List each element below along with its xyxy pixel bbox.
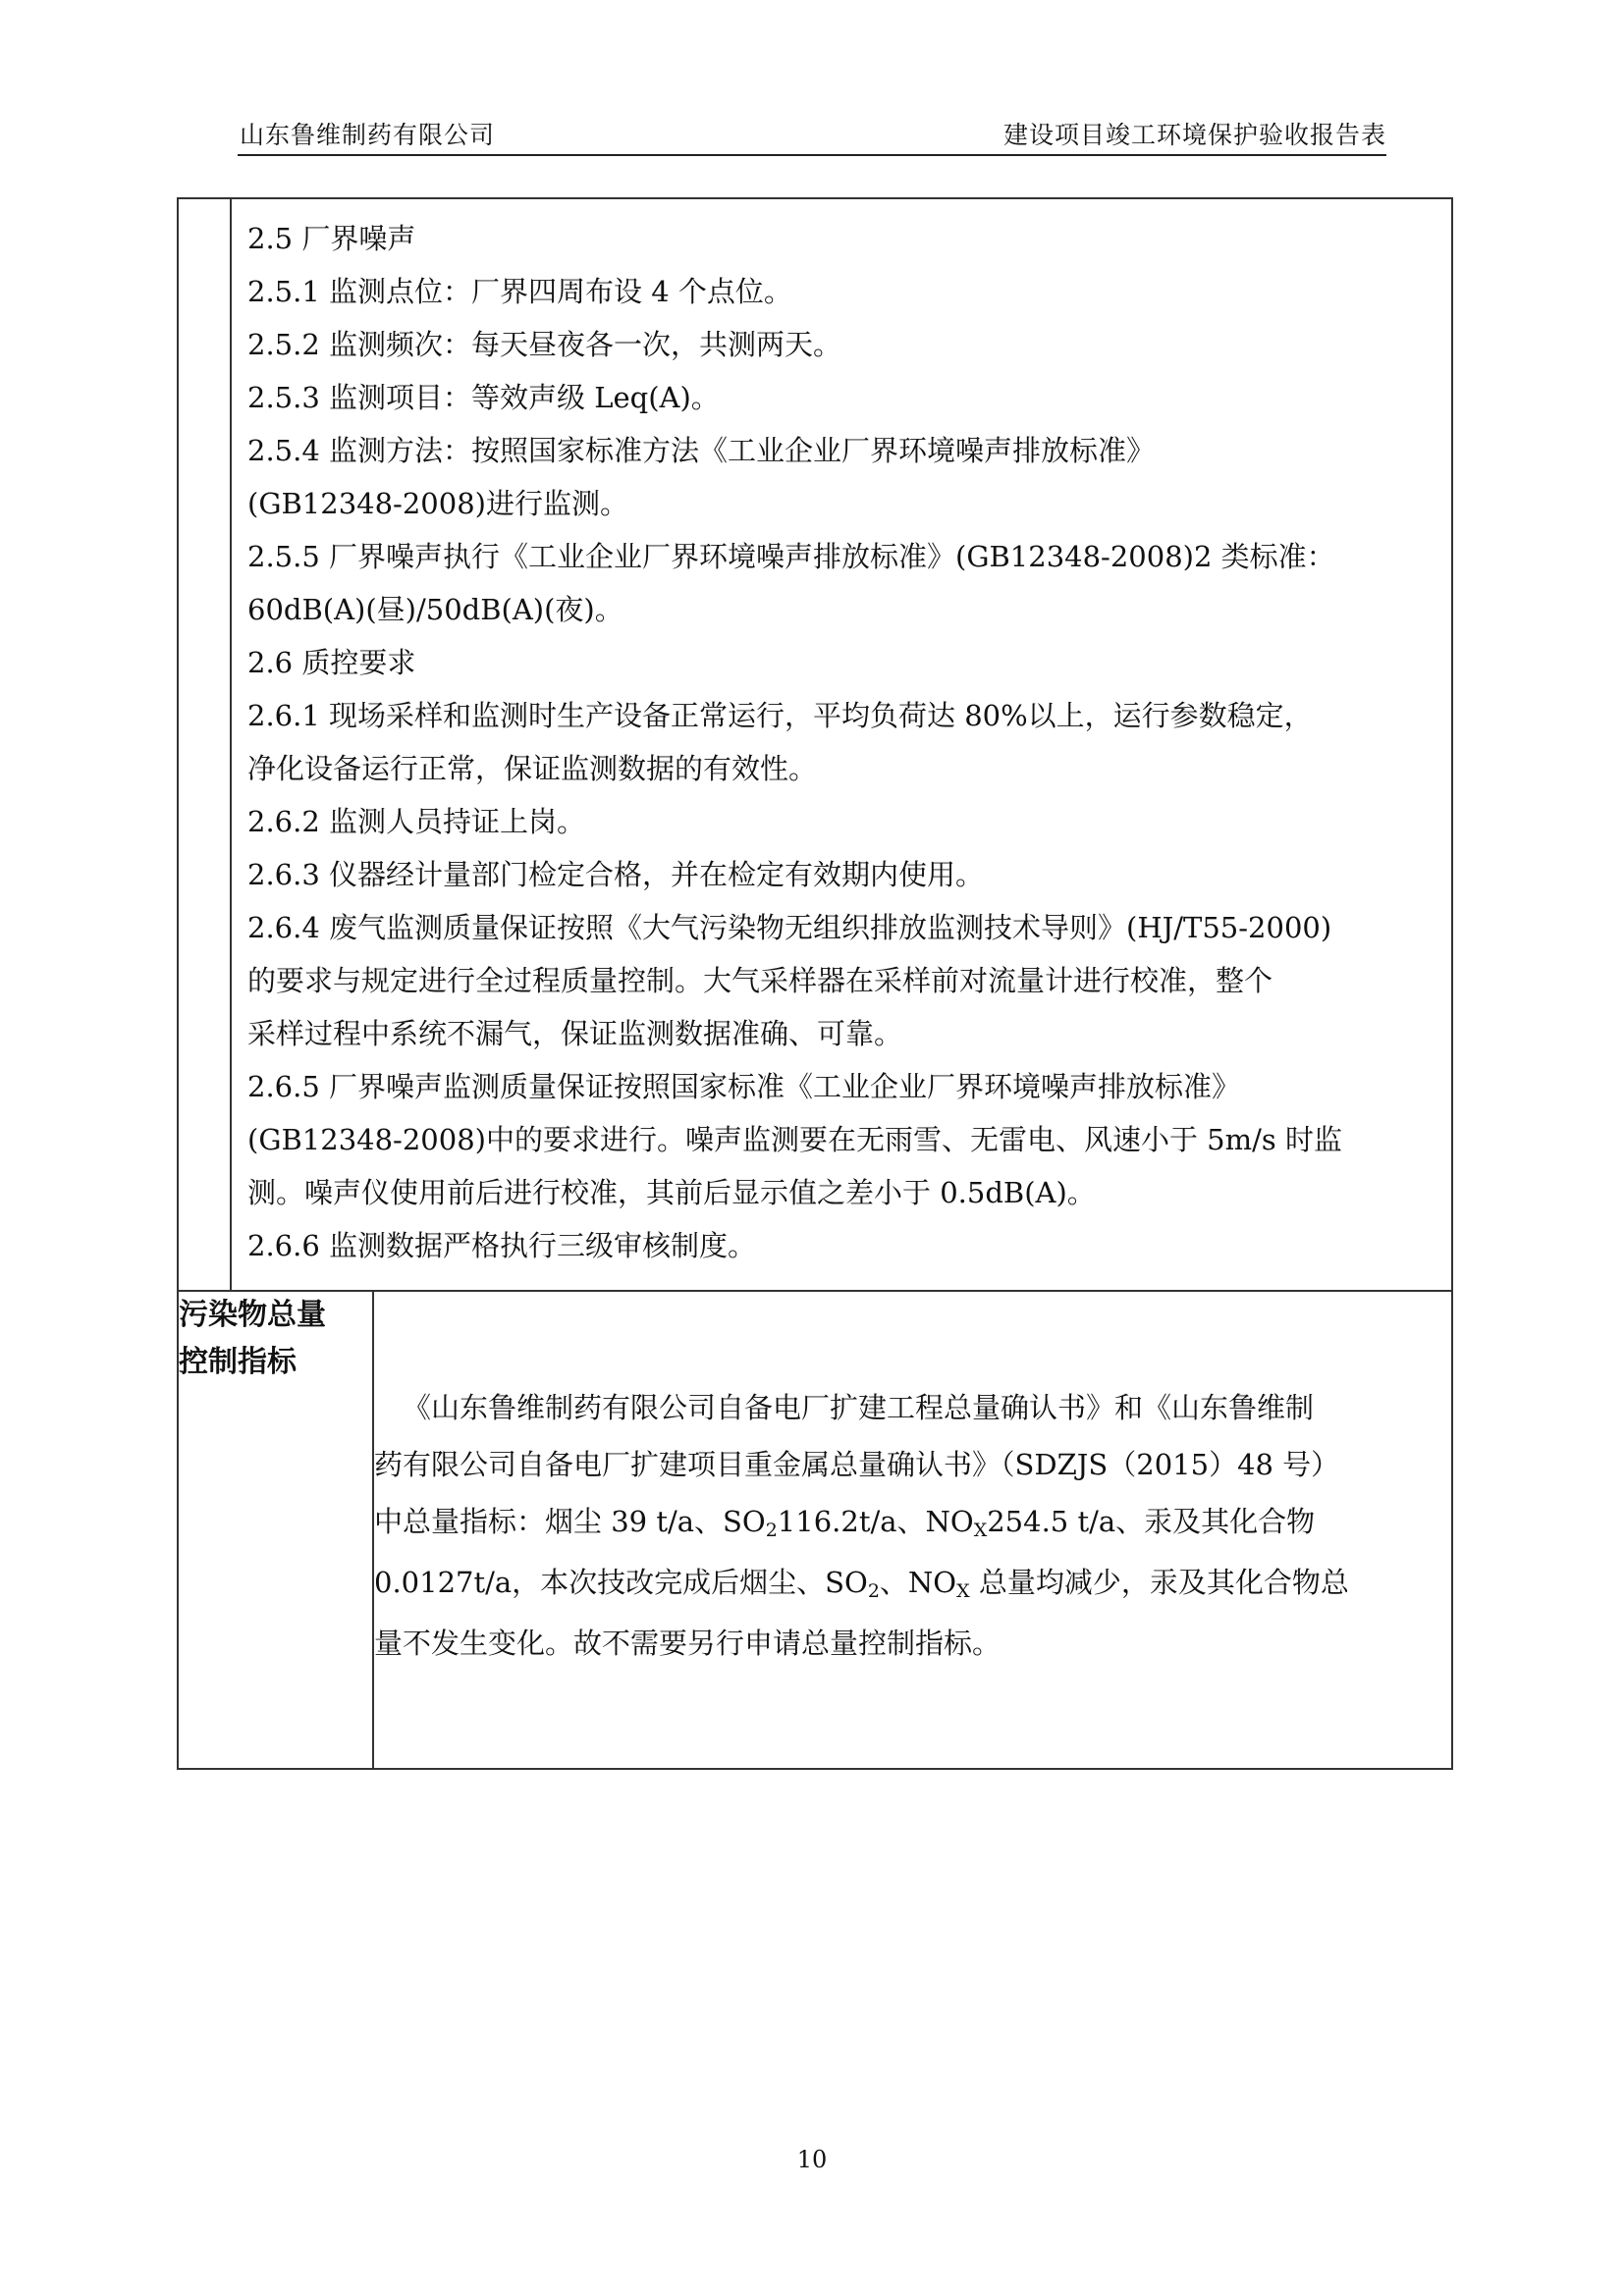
section-line: 2.6.2 监测人员持证上岗。 <box>247 805 586 838</box>
section-line: 的要求与规定进行全过程质量控制。大气采样器在采样前对流量计进行校准，整个 <box>247 964 1273 997</box>
section-line: 2.6.6 监测数据严格执行三级审核制度。 <box>247 1229 757 1262</box>
section-line: (GB12348-2008)进行监测。 <box>247 487 628 520</box>
monitoring-content-cell <box>231 198 1452 1291</box>
section-line: 2.6.4 废气监测质量保证按照《大气污染物无组织排放监测技术导则》(HJ/T55-2000) <box>247 911 1332 944</box>
pollutant-label-cell <box>178 1291 373 1769</box>
pollutant-row <box>178 1291 1452 1769</box>
pollutant-line-2: 药有限公司自备电厂扩建项目重金属总量确认书》（SDZJS（2015）48 号） <box>374 1448 1340 1481</box>
pollutant-label-line1: 污染物总量 <box>179 1298 326 1332</box>
section-line: 净化设备运行正常，保证监测数据的有效性。 <box>247 752 818 785</box>
section-line: 2.6.1 现场采样和监测时生产设备正常运行，平均负荷达 80%以上，运行参数稳定， <box>247 699 1313 732</box>
section-line: 2.5 厂界噪声 <box>247 222 416 255</box>
header-report-title: 建设项目竣工环境保护验收报告表 <box>1002 121 1386 149</box>
section-line: 测。噪声仪使用前后进行校准，其前后显示值之差小于 0.5dB(A)。 <box>247 1176 1096 1209</box>
monitoring-row-label-cell <box>178 198 231 1291</box>
header-divider <box>238 154 1386 156</box>
pollutant-label-line2: 控制指标 <box>179 1345 297 1379</box>
section-line: 采样过程中系统不漏气，保证监测数据准确、可靠。 <box>247 1017 903 1050</box>
section-line: 2.5.5 厂界噪声执行《工业企业厂界环境噪声排放标准》(GB12348-2008)2 类标准： <box>247 540 1335 573</box>
header-company: 山东鲁维制药有限公司 <box>240 121 496 149</box>
pollutant-line-4: 0.0127t/a，本次技改完成后烟尘、SO2、NOX 总量均减少，汞及其化合物总 <box>374 1566 1349 1602</box>
section-line: 2.5.2 监测频次：每天昼夜各一次，共测两天。 <box>247 328 842 361</box>
section-line: 2.5.4 监测方法：按照国家标准方法《工业企业厂界环境噪声排放标准》 <box>247 434 1156 467</box>
pollutant-line-3: 中总量指标：烟尘 39 t/a、SO2116.2t/a、NOX254.5 t/a、汞及其化合物 <box>374 1505 1316 1541</box>
section-line: 2.5.3 监测项目：等效声级 Leq(A)。 <box>247 381 720 414</box>
pollutant-line-1: 《山东鲁维制药有限公司自备电厂扩建工程总量确认书》和《山东鲁维制 <box>403 1391 1315 1424</box>
section-line: (GB12348-2008)中的要求进行。噪声监测要在无雨雪、无雷电、风速小于 5m/s 时监 <box>247 1123 1343 1156</box>
report-table <box>177 197 1453 1770</box>
pollutant-body-cell <box>373 1291 1452 1769</box>
section-line: 2.5.1 监测点位：厂界四周布设 4 个点位。 <box>247 275 792 308</box>
pollutant-body <box>374 1292 1451 1672</box>
section-line: 2.6.3 仪器经计量部门检定合格，并在检定有效期内使用。 <box>247 858 985 891</box>
pollutant-line-5: 量不发生变化。故不需要另行申请总量控制指标。 <box>374 1627 1001 1660</box>
section-line: 2.6.5 厂界噪声监测质量保证按照国家标准《工业企业厂界环境噪声排放标准》 <box>247 1070 1241 1103</box>
monitoring-row <box>178 198 1452 1291</box>
page-number: 10 <box>796 2146 828 2173</box>
section-line: 60dB(A)(昼)/50dB(A)(夜)。 <box>247 593 623 626</box>
monitoring-content <box>232 199 1451 1290</box>
section-line: 2.6 质控要求 <box>247 646 416 679</box>
